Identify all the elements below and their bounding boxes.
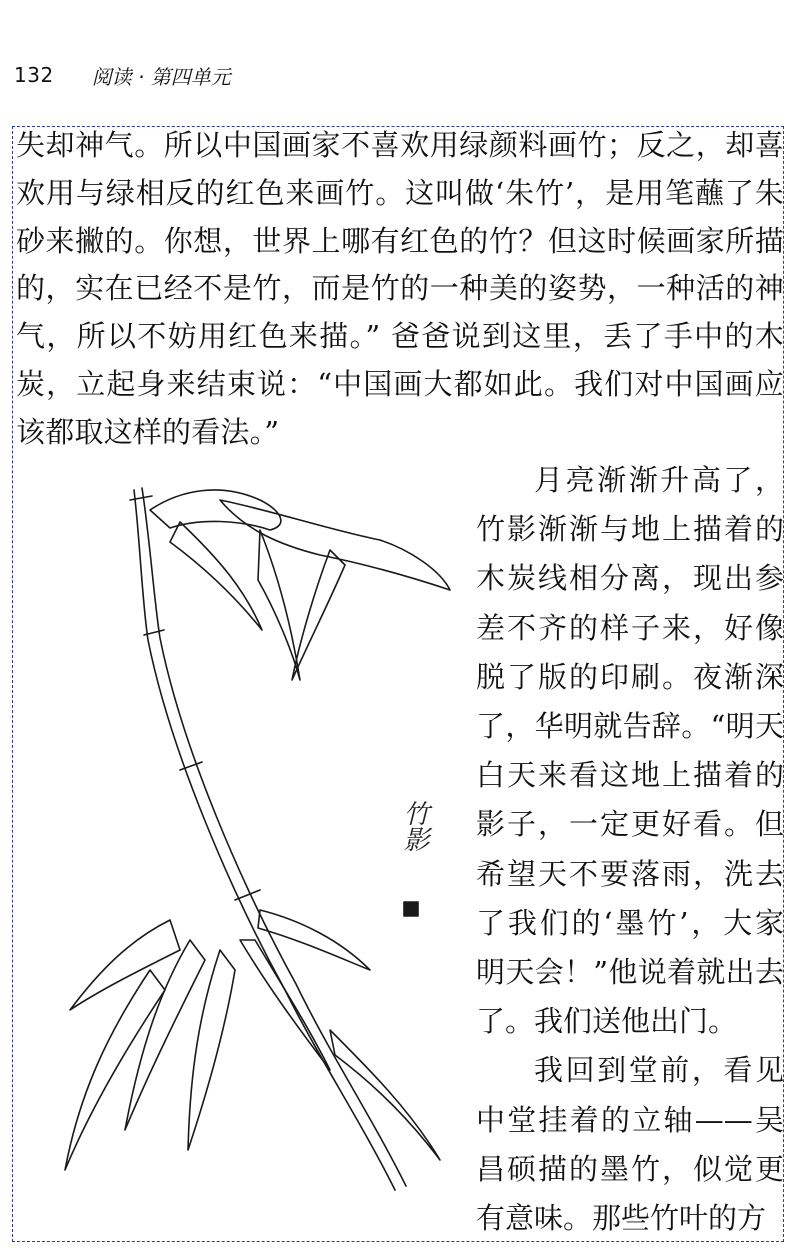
bamboo-stalk [134, 490, 395, 1190]
page-number: 132 [14, 63, 54, 87]
paragraph: 我回到堂前，看见中堂挂着的立轴——吴昌硕描的墨竹，似觉更有意味。那些竹叶的方 [476, 1053, 784, 1236]
paragraph: 月亮渐渐升高了，竹影渐渐与地上描着的木炭线相分离，现出参差不齐的样子来，好像脱了版的印刷。夜渐深了，华明就告辞。“明天白天来看这地上描着的影子，一定更好看。但希望天不要落雨，洗去了我们的‘墨竹’，大家明天会！”他说着就出去了。我们送他出门。 [476, 463, 784, 1039]
bamboo-leaf [292, 550, 345, 680]
bamboo-leaf [258, 530, 300, 680]
page-header [14, 58, 231, 92]
bamboo-leaf [70, 920, 180, 1010]
right-text-column [476, 456, 784, 1243]
section-title: 阅读 · 第四单元 [91, 64, 231, 89]
bamboo-leaf [240, 940, 330, 1070]
bamboo-leaf [220, 500, 450, 590]
inscription: 竹影 [399, 800, 429, 852]
artist-seal [404, 902, 418, 916]
bamboo-leaf [65, 970, 165, 1170]
bamboo-leaf [170, 522, 262, 630]
paragraph: 失却神气。所以中国画家不喜欢用绿颜料画竹；反之，却喜欢用与绿相反的红色来画竹。这叫做‘朱竹’，是用笔蘸了朱砂来撇的。你想，世界上哪有红色的竹？但这时候画家所描的，实在已经不是竹，而是竹的一种美的姿势，一种活的神气，所以不妨用红色来描。” 爸爸说到这里，丢了手中的木炭，立起身来结束说：“中国画大都如此。我们对中国画应该都取这样的看法。” [16, 128, 784, 449]
top-text-block [16, 122, 784, 457]
bamboo-leaf [258, 910, 370, 970]
bamboo-leaf [330, 1030, 440, 1160]
